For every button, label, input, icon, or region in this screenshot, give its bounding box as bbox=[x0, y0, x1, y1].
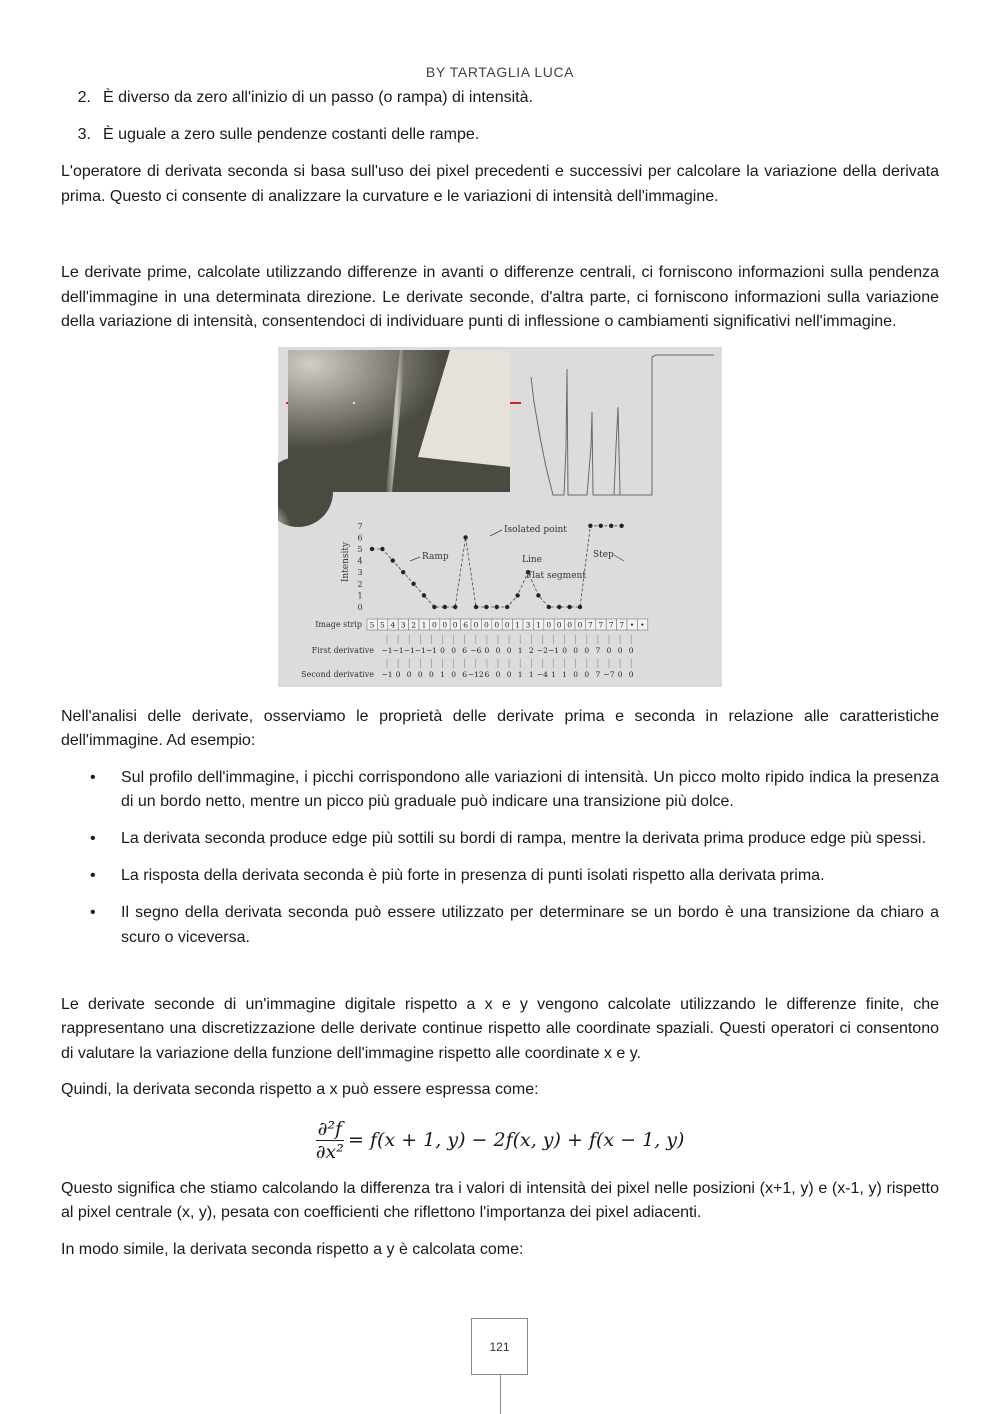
strip-value: 3 bbox=[525, 620, 531, 629]
strip-value: 5 bbox=[380, 620, 385, 629]
strip-value: 0 bbox=[556, 620, 562, 629]
first-derivative-value: −1 bbox=[392, 645, 404, 655]
strip-value: 0 bbox=[546, 620, 552, 629]
first-derivative-value: 0 bbox=[584, 645, 590, 655]
list-item bbox=[61, 86, 939, 111]
y-tick-label: 4 bbox=[357, 556, 363, 566]
strip-value: 0 bbox=[567, 620, 572, 629]
data-point bbox=[432, 604, 436, 608]
strip-value: 5 bbox=[369, 620, 375, 629]
data-point bbox=[609, 523, 613, 527]
strip-value: 1 bbox=[536, 620, 541, 629]
second-derivative-value: 0 bbox=[628, 669, 634, 679]
second-derivative-value: −1 bbox=[381, 669, 393, 679]
annotation-leader bbox=[614, 555, 624, 561]
list-text: È diverso da zero all'inizio di un passo (o rampa) di intensità. bbox=[103, 89, 533, 106]
page-number: 121 bbox=[471, 1318, 528, 1375]
data-point bbox=[567, 604, 571, 608]
first-derivative-value: 0 bbox=[606, 645, 612, 655]
page-header: BY TARTAGLIA LUCA bbox=[425, 64, 575, 80]
strip-value: 0 bbox=[432, 620, 437, 629]
first-derivative-value: 0 bbox=[495, 645, 501, 655]
second-derivative-value: 6 bbox=[484, 669, 490, 679]
y-tick-label: 6 bbox=[357, 532, 363, 542]
annotation-leader bbox=[490, 530, 502, 536]
annotation-step: Step bbox=[593, 549, 614, 560]
list-text: La derivata seconda produce edge più sottili su bordi di rampa, mentre la derivata prima produce edge più spessi. bbox=[121, 830, 926, 847]
first-derivative-value: 0 bbox=[440, 645, 445, 655]
data-point bbox=[588, 523, 592, 527]
strip-value: 0 bbox=[504, 620, 510, 629]
list-item bbox=[61, 901, 939, 950]
data-point bbox=[599, 523, 603, 527]
first-derivative-value: 1 bbox=[517, 645, 523, 655]
row-label-second: Second derivative bbox=[301, 669, 374, 679]
second-derivative-value: 0 bbox=[573, 669, 579, 679]
first-derivative-value: 0 bbox=[628, 645, 634, 655]
strip-value: 0 bbox=[577, 620, 583, 629]
paragraph: In modo simile, la derivata seconda rispetto a y è calcolata come: bbox=[61, 1240, 524, 1258]
first-derivative-value: −1 bbox=[425, 645, 437, 655]
data-point bbox=[495, 604, 499, 608]
derivative-figure bbox=[278, 347, 722, 687]
second-derivative-value: 0 bbox=[429, 669, 434, 679]
first-derivative-value: 0 bbox=[451, 645, 456, 655]
y-tick-label: 2 bbox=[357, 579, 363, 589]
annotated-chart bbox=[301, 521, 648, 678]
second-derivative-value: 1 bbox=[551, 669, 556, 679]
list-text: Il segno della derivata seconda può essere utilizzato per determinare se un bordo è una transizione da chiaro a scuro o viceversa. bbox=[121, 904, 939, 946]
strip-value: • bbox=[640, 620, 645, 629]
second-derivative-value: 0 bbox=[395, 669, 401, 679]
y-tick-label: 3 bbox=[357, 567, 363, 577]
strip-value: 0 bbox=[442, 620, 448, 629]
second-derivative-value: 0 bbox=[584, 669, 590, 679]
formula-denominator: ∂x² bbox=[315, 1141, 344, 1163]
first-derivative-value: 0 bbox=[562, 645, 567, 655]
bullet-list bbox=[61, 766, 939, 951]
second-derivative-value: 0 bbox=[417, 669, 423, 679]
list-item bbox=[61, 123, 939, 148]
paragraph: Le derivate prime, calcolate utilizzando differenze in avanti o differenze centrali, ci forniscono informazioni sulla pendenza dell'immagine in una determinata direzione. Le derivate seconde, d'altra parte, ci forniscono informazioni sulla variazione della variazione di intensità, consentendoci di individuare punti di inflessione o cambiamenti significativi nell'immagine. bbox=[61, 264, 939, 330]
y-tick-label: 1 bbox=[357, 590, 363, 600]
strip-value: 7 bbox=[619, 620, 624, 629]
first-derivative-value: −2 bbox=[536, 645, 548, 655]
strip-value: 7 bbox=[608, 620, 614, 629]
data-point bbox=[463, 535, 467, 539]
first-derivative-value: 0 bbox=[617, 645, 623, 655]
row-label-first: First derivative bbox=[311, 645, 374, 655]
y-tick-label: 5 bbox=[357, 544, 363, 554]
strip-value: 7 bbox=[598, 620, 604, 629]
intensity-profile bbox=[531, 355, 714, 495]
second-derivative-value: 1 bbox=[440, 669, 445, 679]
first-derivative-value: 0 bbox=[506, 645, 512, 655]
second-derivative-value: 7 bbox=[595, 669, 601, 679]
data-point bbox=[578, 604, 582, 608]
data-point bbox=[401, 570, 405, 574]
first-derivative-value: 2 bbox=[528, 645, 534, 655]
second-derivative-value: 0 bbox=[406, 669, 412, 679]
row-label-strip: Image strip bbox=[315, 619, 362, 629]
document-body bbox=[61, 86, 939, 1274]
list-text: La risposta della derivata seconda è più forte in presenza di punti isolati rispetto alla derivata prima. bbox=[121, 867, 825, 884]
strip-value: 1 bbox=[421, 620, 427, 629]
annotation-leader bbox=[410, 557, 420, 561]
second-derivative-value: 6 bbox=[462, 669, 468, 679]
bullet-dot: • bbox=[90, 867, 96, 884]
paragraph: Le derivate seconde di un'immagine digitale rispetto a x e y vengono calcolate utilizzando le differenze finite, che rappresentano una discretizzazione delle derivate continue rispetto alle coordinate spaziali. Questi operatori ci consentono di valutare la variazione della funzione dell'immagine rispetto alle coordinate x e y. bbox=[61, 995, 939, 1062]
list-item bbox=[61, 766, 939, 815]
annotation-line: Line bbox=[522, 554, 542, 565]
data-point bbox=[380, 546, 384, 550]
second-derivative-value: 0 bbox=[451, 669, 456, 679]
bullet-dot: • bbox=[90, 830, 96, 847]
strip-value: 0 bbox=[494, 620, 500, 629]
first-derivative-value: −1 bbox=[547, 645, 560, 655]
second-derivative-value: 0 bbox=[617, 669, 623, 679]
first-derivative-value: −1 bbox=[381, 645, 393, 655]
strip-value: 0 bbox=[484, 620, 489, 629]
formula-rhs: = f(x + 1, y) − 2f(x, y) + f(x − 1, y) bbox=[348, 1129, 685, 1152]
data-point bbox=[619, 523, 623, 527]
page-number-line bbox=[500, 1375, 501, 1414]
second-derivative-value: −7 bbox=[603, 669, 615, 679]
strip-value: 0 bbox=[452, 620, 458, 629]
paragraph: Nell'analisi delle derivate, osserviamo le proprietà delle derivate prima e seconda in relazione alle caratteristiche dell'immagine. Ad esempio: bbox=[61, 707, 939, 749]
data-point bbox=[515, 593, 519, 597]
y-tick-label: 7 bbox=[357, 521, 363, 531]
second-derivative-value: 1 bbox=[517, 669, 523, 679]
data-point bbox=[422, 593, 426, 597]
second-derivative-value: 1 bbox=[562, 669, 567, 679]
formula-numerator: ∂²f bbox=[317, 1118, 343, 1140]
bullet-dot: • bbox=[90, 904, 96, 921]
list-text: È uguale a zero sulle pendenze costanti delle rampe. bbox=[103, 126, 480, 143]
annotation-flat: Flat segment bbox=[526, 570, 586, 581]
paragraph: Questo significa che stiamo calcolando la differenza tra i valori di intensità dei pixel nelle posizioni (x+1, y) e (x-1, y) rispetto al pixel centrale (x, y), pesata con coefficienti che riflettono l'importanza dei pixel adiacenti. bbox=[61, 1179, 939, 1221]
annotation-ramp: Ramp bbox=[422, 551, 449, 562]
sample-image bbox=[278, 350, 510, 527]
ordered-list bbox=[61, 86, 939, 148]
strip-value: 3 bbox=[400, 620, 406, 629]
list-item bbox=[61, 827, 939, 852]
strip-value: 0 bbox=[473, 620, 479, 629]
first-derivative-value: 7 bbox=[595, 645, 601, 655]
data-point bbox=[505, 604, 509, 608]
strip-value: 2 bbox=[411, 620, 416, 629]
annotation-isolated: Isolated point bbox=[504, 524, 567, 535]
list-number: 2. bbox=[77, 89, 91, 106]
first-derivative-value: 0 bbox=[573, 645, 579, 655]
paragraph: L'operatore di derivata seconda si basa sull'uso dei pixel precedenti e successivi per calcolare la variazione della derivata prima. Questo ci consente di analizzare la curvature e le variazioni di intensità dell'immagine. bbox=[61, 163, 939, 205]
paragraph: Quindi, la derivata seconda rispetto a x può essere espressa come: bbox=[61, 1081, 539, 1098]
strip-value: 7 bbox=[588, 620, 593, 629]
first-derivative-value: 6 bbox=[462, 645, 468, 655]
list-number: 3. bbox=[77, 126, 91, 143]
second-derivative-value: −4 bbox=[536, 669, 548, 679]
data-point bbox=[453, 604, 457, 608]
data-point bbox=[484, 604, 488, 608]
second-derivative-value: 0 bbox=[495, 669, 501, 679]
second-derivative-value: −12 bbox=[467, 669, 484, 679]
figure-svg bbox=[278, 347, 722, 687]
data-point bbox=[391, 558, 395, 562]
strip-value: 4 bbox=[390, 620, 396, 629]
strip-value: • bbox=[629, 620, 635, 629]
data-point bbox=[443, 604, 447, 608]
second-derivative-value: 0 bbox=[506, 669, 512, 679]
first-derivative-value: −1 bbox=[414, 645, 426, 655]
profile-line bbox=[372, 525, 622, 606]
list-text: Sul profilo dell'immagine, i picchi corrispondono alle variazioni di intensità. Un picco molto ripido indica la presenza di un bordo netto, mentre un picco più graduale può indicare una transizione più dolce. bbox=[121, 768, 939, 810]
strip-value: 6 bbox=[463, 620, 468, 629]
formula-fraction bbox=[316, 1118, 344, 1163]
data-point bbox=[557, 604, 561, 608]
list-item bbox=[61, 864, 939, 889]
bullet-dot: • bbox=[90, 768, 96, 786]
data-point bbox=[411, 581, 415, 585]
strip-value: 1 bbox=[515, 620, 520, 629]
first-derivative-value: −6 bbox=[470, 645, 482, 655]
formula-second-derivative-x bbox=[61, 1115, 939, 1167]
data-point bbox=[536, 593, 540, 597]
data-point bbox=[370, 546, 374, 550]
first-derivative-value: 0 bbox=[484, 645, 490, 655]
y-axis-label: Intensity bbox=[341, 541, 351, 582]
data-point bbox=[474, 604, 478, 608]
y-tick-label: 0 bbox=[357, 602, 363, 612]
second-derivative-value: 1 bbox=[528, 669, 534, 679]
data-point bbox=[547, 604, 551, 608]
first-derivative-value: −1 bbox=[403, 645, 415, 655]
